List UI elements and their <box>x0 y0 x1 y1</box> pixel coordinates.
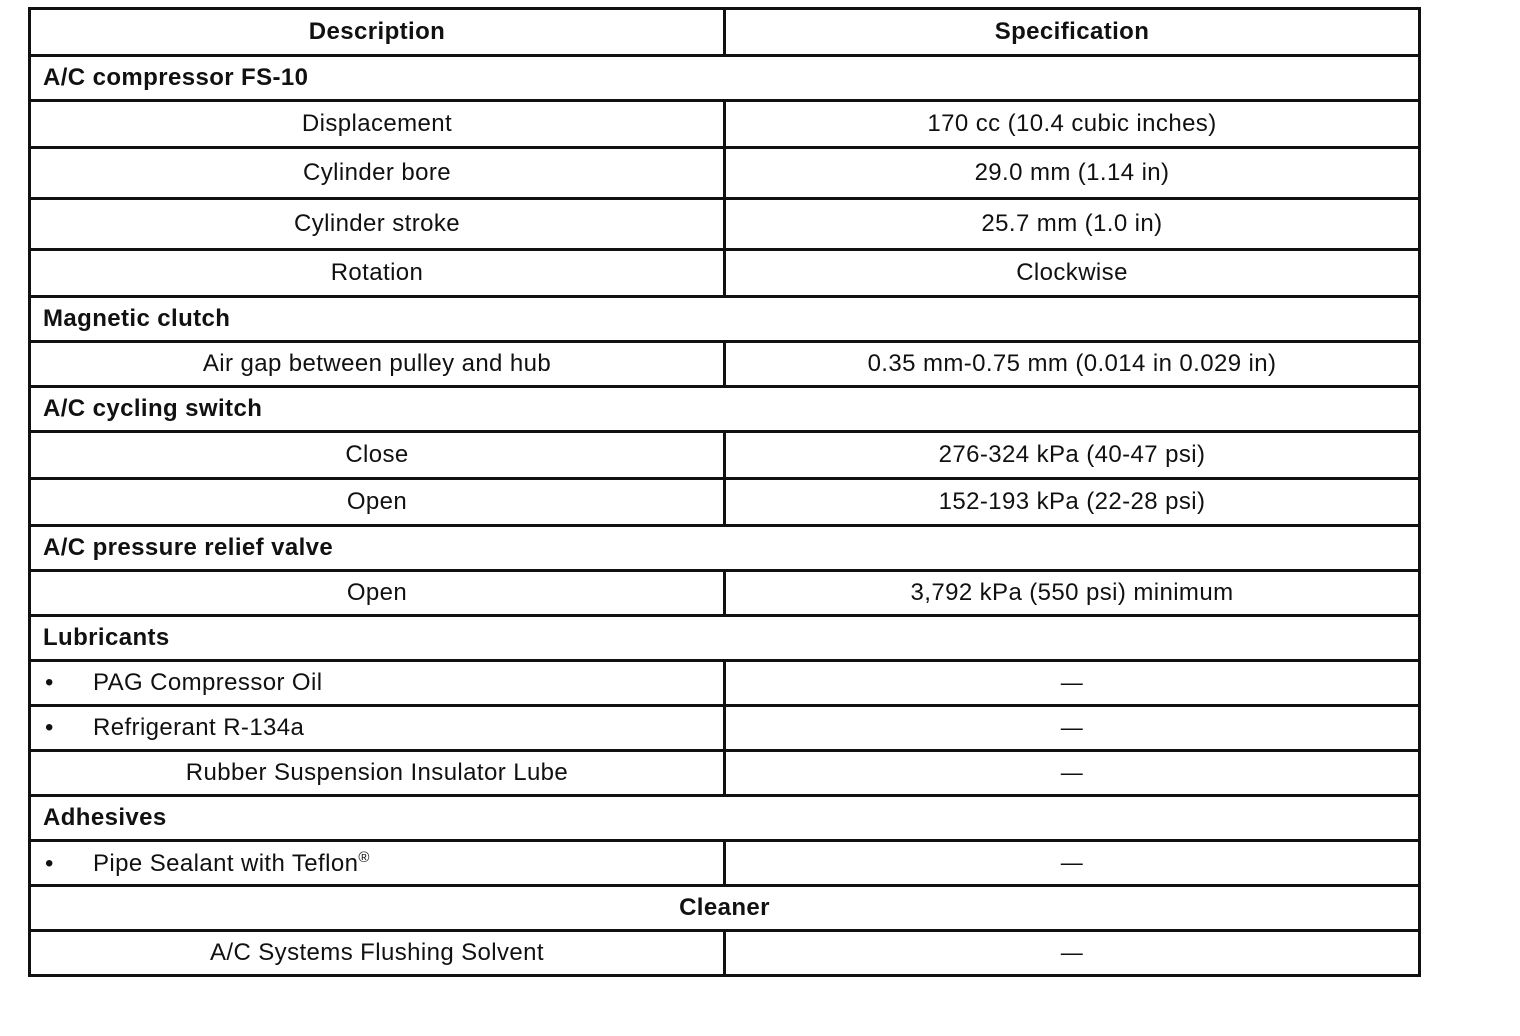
section-row <box>30 56 1420 101</box>
row-description: Open <box>30 479 725 526</box>
header-description: Description <box>30 9 725 56</box>
row-description-text: PAG Compressor Oil <box>93 669 323 696</box>
row-description: Air gap between pulley and hub <box>30 342 725 387</box>
row-description: Rotation <box>30 250 725 297</box>
row-description-text: Pipe Sealant with Teflon <box>93 849 359 877</box>
section-row <box>30 297 1420 342</box>
table-row <box>30 432 1420 479</box>
bullet-icon: • <box>45 714 54 741</box>
row-specification: 29.0 mm (1.14 in) <box>725 148 1420 199</box>
registered-mark: ® <box>358 848 370 866</box>
row-description: Open <box>30 571 725 616</box>
row-description-text: Refrigerant R-134a <box>93 714 305 741</box>
table-row <box>30 250 1420 297</box>
dash-value: — <box>1060 715 1084 740</box>
row-description <box>30 661 725 706</box>
row-specification <box>725 841 1420 886</box>
section-title-relief: A/C pressure relief valve <box>30 526 1420 571</box>
dash-value: — <box>1060 940 1084 965</box>
dash-value: — <box>1060 760 1084 785</box>
row-description: Displacement <box>30 101 725 148</box>
header-specification: Specification <box>725 9 1420 56</box>
table-row <box>30 706 1420 751</box>
table-row <box>30 342 1420 387</box>
section-row <box>30 526 1420 571</box>
row-description: Close <box>30 432 725 479</box>
dash-value: — <box>1060 670 1084 695</box>
bullet-icon: • <box>45 669 54 696</box>
section-title-adhesives: Adhesives <box>30 796 1420 841</box>
table-row <box>30 751 1420 796</box>
table-row <box>30 101 1420 148</box>
row-description <box>30 841 725 886</box>
row-specification <box>725 931 1420 976</box>
row-specification <box>725 661 1420 706</box>
row-specification: 0.35 mm-0.75 mm (0.014 in 0.029 in) <box>725 342 1420 387</box>
table-row <box>30 931 1420 976</box>
dash-value: — <box>1060 850 1084 875</box>
table-row <box>30 571 1420 616</box>
table-row <box>30 841 1420 886</box>
row-specification: 3,792 kPa (550 psi) minimum <box>725 571 1420 616</box>
row-description: Rubber Suspension Insulator Lube <box>30 751 725 796</box>
row-description: Cylinder stroke <box>30 199 725 250</box>
table-row <box>30 661 1420 706</box>
table-row <box>30 479 1420 526</box>
row-specification: 276-324 kPa (40-47 psi) <box>725 432 1420 479</box>
bullet-icon: • <box>45 849 54 877</box>
section-title-cleaner: Cleaner <box>30 886 1420 931</box>
section-row <box>30 616 1420 661</box>
section-title-clutch: Magnetic clutch <box>30 297 1420 342</box>
section-row <box>30 886 1420 931</box>
section-title-compressor: A/C compressor FS-10 <box>30 56 1420 101</box>
row-specification: Clockwise <box>725 250 1420 297</box>
table-row <box>30 148 1420 199</box>
section-row <box>30 387 1420 432</box>
row-specification: 25.7 mm (1.0 in) <box>725 199 1420 250</box>
row-specification: 170 cc (10.4 cubic inches) <box>725 101 1420 148</box>
section-row <box>30 796 1420 841</box>
row-specification <box>725 706 1420 751</box>
header-row <box>30 9 1420 56</box>
section-title-cycling: A/C cycling switch <box>30 387 1420 432</box>
row-specification <box>725 751 1420 796</box>
specification-table <box>28 7 1421 977</box>
row-description <box>30 706 725 751</box>
row-specification: 152-193 kPa (22-28 psi) <box>725 479 1420 526</box>
row-description: Cylinder bore <box>30 148 725 199</box>
row-description: A/C Systems Flushing Solvent <box>30 931 725 976</box>
section-title-lubricants: Lubricants <box>30 616 1420 661</box>
table-row <box>30 199 1420 250</box>
